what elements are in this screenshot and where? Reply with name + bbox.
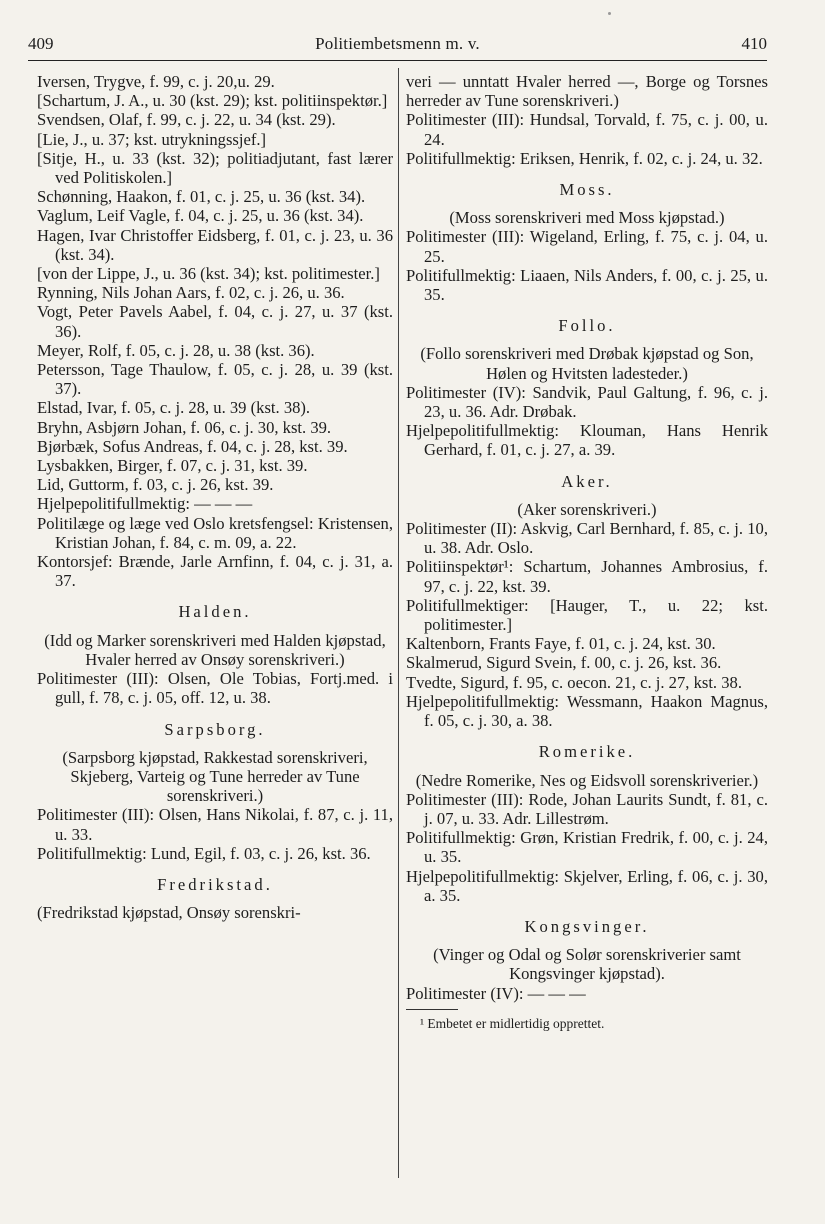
entry: Hjelpepolitifullmektig: Wessmann, Haakon Magnus, f. 05, c. j. 30, a. 38. — [406, 691, 768, 731]
entry: Schønning, Haakon, f. 01, c. j. 25, u. 36 (kst. 34). — [37, 187, 366, 207]
follo-list — [406, 383, 768, 460]
entry: Iversen, Trygve, f. 99, c. j. 20,u. 29. — [37, 72, 275, 91]
entry: Bryhn, Asbjørn Johan, f. 06, c. j. 30, kst. 39. — [37, 417, 332, 437]
left-column — [37, 72, 393, 922]
entry: Politifullmektig: Grøn, Kristian Fredrik, f. 00, c. j. 24, u. 35. — [406, 828, 768, 867]
page-number-right: 410 — [741, 34, 767, 53]
footnote: ¹ Embetet er midlertidig opprettet. — [420, 1015, 605, 1031]
entry: Svendsen, Olaf, f. 99, c. j. 22, u. 34 (kst. 29). — [37, 110, 336, 130]
entry: [Schartum, J. A., u. 30 (kst. 29); kst. politiinspektør.] — [37, 91, 388, 111]
entry: Vaglum, Leif Vagle, f. 04, c. j. 25, u. 36 (kst. 34). — [37, 206, 364, 226]
entry: Politifullmektig: Liaaen, Nils Anders, f. 00, c. j. 25, u. 35. — [406, 265, 768, 305]
right-column — [406, 72, 768, 1033]
column-divider — [398, 68, 399, 1178]
entry: Petersson, Tage Thaulow, f. 05, c. j. 28, u. 39 (kst. 37). — [37, 360, 393, 399]
romerike-list — [406, 790, 768, 905]
section-heading-romerike: Romerike. — [538, 742, 636, 762]
entry: Politimester (III): Hundsal, Torvald, f. 75, c. j. 00, u. 24. — [406, 110, 768, 149]
entry: [von der Lippe, J., u. 36 (kst. 34); kst. politimester.] — [37, 264, 380, 284]
entry: Politimester (III): Olsen, Hans Nikolai, f. 87, c. j. 11, u. 33. — [37, 805, 393, 844]
entry: Politimester (IV): — — — — [406, 983, 586, 1003]
entry: Politilæge og læge ved Oslo kretsfengsel: Kristensen, Kristian Johan, f. 84, c. m. 09, a. 22. — [37, 513, 393, 552]
section-heading-aker: Aker. — [561, 471, 613, 491]
entry: Politimester (IV): Sandvik, Paul Galtung, f. 96, c. j. 23, u. 36. Adr. Drøbak. — [406, 382, 768, 422]
kongsvinger-list — [406, 984, 768, 1003]
entry: [Lie, J., u. 37; kst. utrykningssjef.] — [37, 129, 267, 149]
section-heading-fredrikstad: Fredrikstad. — [157, 874, 273, 894]
entry: Vogt, Peter Pavels Aabel, f. 04, c. j. 27, u. 37 (kst. 36). — [37, 302, 393, 341]
district-note-sarpsborg: (Sarpsborg kjøpstad, Rakkestad sorenskriveri, Skjeberg, Varteig og Tune herreder av Tune sorenskriveri.) — [62, 747, 368, 806]
entry: [Sitje, H., u. 33 (kst. 32); politiadjutant, fast lærer ved Politiskolen.] — [37, 148, 393, 188]
header-rule — [28, 60, 767, 61]
section-heading-sarpsborg: Sarpsborg. — [164, 719, 266, 739]
section-heading-halden: Halden. — [178, 602, 252, 622]
district-note-aker: (Aker sorenskriveri.) — [517, 499, 657, 519]
moss-list — [406, 227, 768, 304]
district-note-fredrikstad-cont: veri — unntatt Hvaler herred —, Borge og Torsnes herreder av Tune sorenskriveri.) — [406, 72, 768, 111]
entry: Hjelpepolitifullmektig: — — — — [37, 494, 253, 514]
page-header — [28, 34, 767, 58]
section-heading-moss: Moss. — [559, 180, 615, 200]
entry: Politiinspektør¹: Schartum, Johannes Ambrosius, f. 97, c. j. 22, kst. 39. — [406, 557, 768, 596]
sarpsborg-list — [37, 805, 393, 863]
entry: Rynning, Nils Johan Aars, f. 02, c. j. 26, u. 36. — [37, 283, 345, 303]
print-speck — [608, 12, 611, 15]
fredrikstad-list — [406, 110, 768, 168]
district-note-fredrikstad: (Fredrikstad kjøpstad, Onsøy sorenskri- — [37, 903, 301, 923]
entry: Tvedte, Sigurd, f. 95, c. oecon. 21, c. j. 27, kst. 38. — [406, 672, 742, 692]
entry: Politifullmektig: Lund, Egil, f. 03, c. j. 26, kst. 36. — [37, 843, 371, 863]
oslo-continued-list — [37, 72, 393, 590]
entry: Politimester (II): Askvig, Carl Bernhard, f. 85, c. j. 10, u. 38. Adr. Oslo. — [406, 519, 768, 558]
district-note-follo: (Follo sorenskriveri med Drøbak kjøpstad og Son, Hølen og Hvitsten ladesteder.) — [420, 344, 754, 383]
entry: Skalmerud, Sigurd Svein, f. 00, c. j. 26, kst. 36. — [406, 653, 722, 673]
district-note-romerike: (Nedre Romerike, Nes og Eidsvoll sorenskriverier.) — [415, 770, 759, 790]
page-number-left: 409 — [28, 34, 54, 53]
entry: Kontorsjef: Brænde, Jarle Arnfinn, f. 04, c. j. 31, a. 37. — [37, 552, 393, 591]
district-note-moss: (Moss sorenskriveri med Moss kjøpstad.) — [449, 208, 725, 228]
entry: Hagen, Ivar Christoffer Eidsberg, f. 01, c. j. 23, u. 36 (kst. 34). — [37, 225, 393, 264]
entry: Hjelpepolitifullmektig: Klouman, Hans Henrik Gerhard, f. 01, c. j. 27, a. 39. — [406, 421, 768, 460]
entry: Politimester (III): Olsen, Ole Tobias, Fortj.med. i gull, f. 78, c. j. 05, off. 12, u. 38. — [37, 669, 393, 708]
section-heading-follo: Follo. — [558, 316, 616, 336]
entry: Politimester (III): Wigeland, Erling, f. 75, c. j. 04, u. 25. — [406, 227, 768, 266]
entry: Kaltenborn, Frants Faye, f. 01, c. j. 24, kst. 30. — [406, 634, 716, 654]
district-note-halden: (Idd og Marker sorenskriveri med Halden kjøpstad, Hvaler herred av Onsøy sorenskriveri.) — [44, 630, 386, 669]
aker-list — [406, 519, 768, 730]
entry: Politimester (III): Rode, Johan Laurits Sundt, f. 81, c. j. 07, u. 33. Adr. Lillestrøm. — [406, 789, 768, 828]
entry: Bjørbæk, Sofus Andreas, f. 04, c. j. 28, kst. 39. — [37, 436, 348, 456]
entry: Lid, Guttorm, f. 03, c. j. 26, kst. 39. — [37, 475, 274, 495]
entry: Elstad, Ivar, f. 05, c. j. 28, u. 39 (kst. 38). — [37, 398, 311, 418]
section-heading-kongsvinger: Kongsvinger. — [524, 916, 650, 936]
halden-list — [37, 669, 393, 707]
entry: Politifullmektiger: [Hauger, T., u. 22; kst. politimester.] — [406, 595, 768, 635]
entry: Meyer, Rolf, f. 05, c. j. 28, u. 38 (kst. 36). — [37, 340, 315, 360]
entry: Hjelpepolitifullmektig: Skjelver, Erling, f. 06, c. j. 30, a. 35. — [406, 866, 768, 905]
footnote-rule — [406, 1009, 458, 1010]
running-title: Politiembetsmenn m. v. — [315, 34, 480, 53]
district-note-kongsvinger: (Vinger og Odal og Solør sorenskriverier samt Kongsvinger kjøpstad). — [433, 945, 741, 984]
entry: Lysbakken, Birger, f. 07, c. j. 31, kst. 39. — [37, 456, 308, 476]
entry: Politifullmektig: Eriksen, Henrik, f. 02, c. j. 24, u. 32. — [406, 148, 763, 168]
